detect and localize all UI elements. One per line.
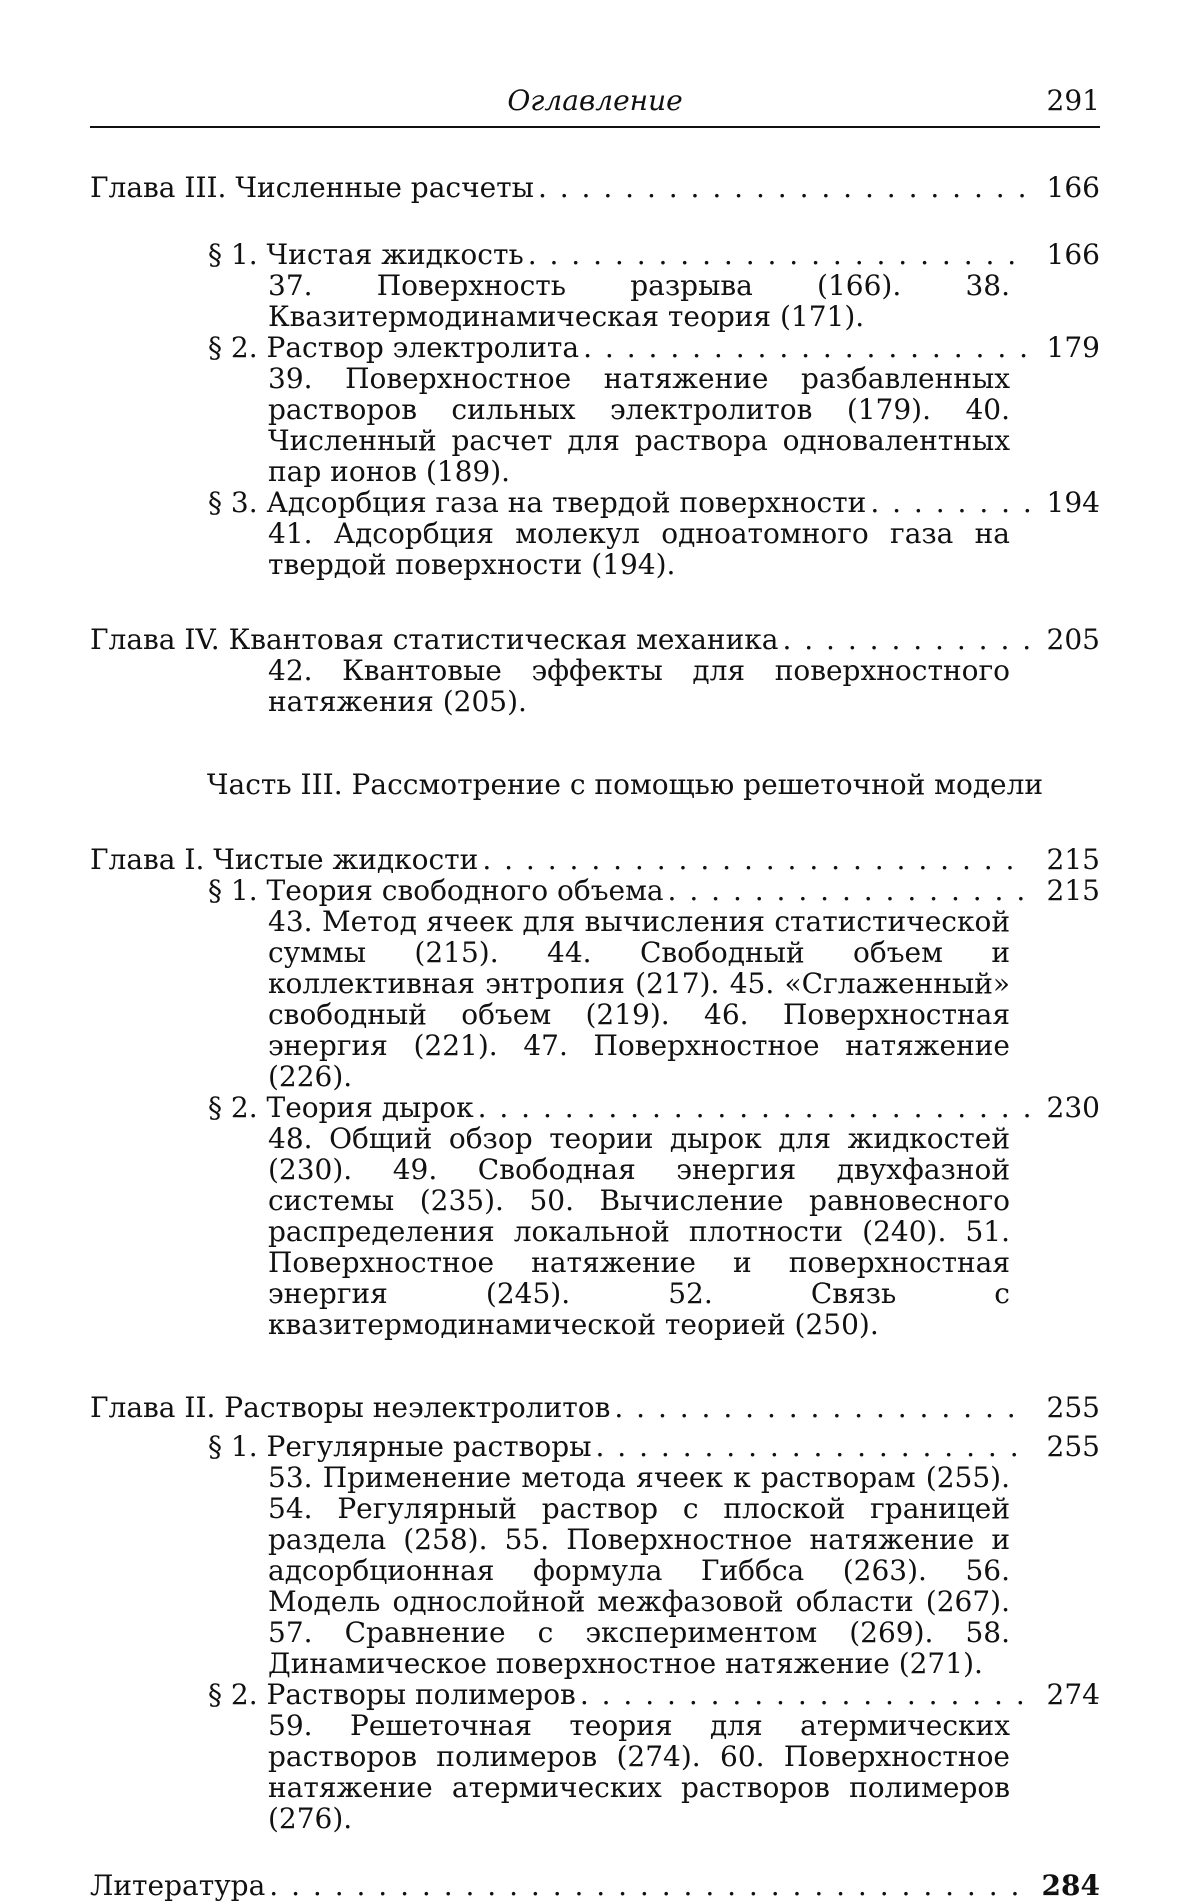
entry-page: 166 bbox=[1046, 238, 1100, 271]
subsection-list: 41. Адсорбция молекул одноатомного газа на твердой поверхности (194). bbox=[268, 517, 1010, 581]
toc-entry-literature[interactable] bbox=[90, 1870, 1100, 1901]
subsection-list: 39. Поверхностное натяжение разбавленных растворов сильных электролитов (179). 40. Численный расчет для раствора одновалентных пар ионов (189). bbox=[268, 362, 1010, 488]
dot-leader bbox=[870, 487, 1030, 518]
subsection-list: 37. Поверхность разрыва (166). 38. Квазитермодинамическая теория (171). bbox=[268, 269, 1010, 333]
toc-entry-section[interactable] bbox=[208, 875, 1100, 906]
page-number: 291 bbox=[1046, 84, 1100, 117]
entry-title: § 2. Теория дырок bbox=[208, 1091, 474, 1124]
entry-title: § 2. Раствор электролита bbox=[208, 331, 580, 364]
toc-entry-section[interactable] bbox=[208, 332, 1100, 363]
page-header bbox=[90, 84, 1100, 130]
toc-entry-section[interactable] bbox=[208, 1679, 1100, 1710]
table-of-contents bbox=[90, 172, 1100, 1901]
entry-title: Глава II. Растворы неэлектролитов bbox=[90, 1391, 611, 1424]
dot-leader bbox=[528, 239, 1030, 270]
entry-page: 215 bbox=[1046, 843, 1100, 876]
entry-title: § 1. Теория свободного объема bbox=[208, 874, 664, 907]
toc-entry-chapter[interactable] bbox=[90, 1392, 1100, 1423]
toc-entry-chapter[interactable] bbox=[90, 624, 1100, 655]
entry-title: Глава IV. Квантовая статистическая механика bbox=[90, 623, 779, 656]
toc-entry-section[interactable] bbox=[208, 1431, 1100, 1462]
entry-page: 194 bbox=[1046, 486, 1100, 519]
toc-entry-section[interactable] bbox=[208, 239, 1100, 270]
dot-leader bbox=[478, 1092, 1030, 1123]
entry-title: Литература bbox=[90, 1869, 266, 1902]
subsection-list: 59. Решеточная теория для атермических растворов полимеров (274). 60. Поверхностное натяжение атермических растворов полимеров (276). bbox=[268, 1709, 1010, 1835]
subsection-list: 48. Общий обзор теории дырок для жидкостей (230). 49. Свободная энергия двухфазной системы (235). 50. Вычисление равновесного распределения локальной плотности (240). 51. Поверхностное натяжение и поверхностная энергия (245). 52. Связь с квазитермодинамической теорией (250). bbox=[268, 1122, 1010, 1341]
subsection-list: 43. Метод ячеек для вычисления статистической суммы (215). 44. Свободный объем и коллективная энтропия (217). 45. «Сглаженный» свободный объем (219). 46. Поверхностная энергия (221). 47. Поверхностное натяжение (226). bbox=[268, 905, 1010, 1093]
dot-leader bbox=[538, 172, 1030, 203]
dot-leader bbox=[668, 875, 1030, 906]
entry-page: 255 bbox=[1046, 1430, 1100, 1463]
toc-entry-chapter[interactable] bbox=[90, 172, 1100, 203]
dot-leader bbox=[595, 1431, 1030, 1462]
entry-title: § 2. Растворы полимеров bbox=[208, 1678, 576, 1711]
dot-leader bbox=[482, 844, 1030, 875]
entry-page: 215 bbox=[1046, 874, 1100, 907]
subsection-list: 42. Квантовые эффекты для поверхностного натяжения (205). bbox=[268, 654, 1010, 718]
header-rule bbox=[90, 126, 1100, 128]
running-title: Оглавление bbox=[507, 84, 683, 117]
part-title[interactable]: Часть III. Рассмотрение с помощью решеточной модели bbox=[206, 768, 1044, 801]
entry-page: 205 bbox=[1046, 623, 1100, 656]
entry-page: 166 bbox=[1046, 171, 1100, 204]
dot-leader bbox=[782, 624, 1030, 655]
entry-title: § 3. Адсорбция газа на твердой поверхности bbox=[208, 486, 867, 519]
entry-page: 284 bbox=[1041, 1869, 1100, 1902]
dot-leader bbox=[614, 1392, 1030, 1423]
toc-entry-section[interactable] bbox=[208, 487, 1100, 518]
entry-page: 179 bbox=[1046, 331, 1100, 364]
entry-page: 255 bbox=[1046, 1391, 1100, 1424]
entry-page: 230 bbox=[1046, 1091, 1100, 1124]
dot-leader bbox=[583, 332, 1030, 363]
entry-page: 274 bbox=[1046, 1678, 1100, 1711]
entry-title: Глава III. Численные расчеты bbox=[90, 171, 534, 204]
entry-title: § 1. Регулярные растворы bbox=[208, 1430, 592, 1463]
toc-entry-chapter[interactable] bbox=[90, 844, 1100, 875]
entry-title: Глава I. Чистые жидкости bbox=[90, 843, 479, 876]
toc-entry-section[interactable] bbox=[208, 1092, 1100, 1123]
dot-leader bbox=[269, 1870, 1030, 1901]
dot-leader bbox=[580, 1679, 1030, 1710]
entry-title: § 1. Чистая жидкость bbox=[208, 238, 524, 271]
subsection-list: 53. Применение метода ячеек к растворам (255). 54. Регулярный раствор с плоской границей раздела (258). 55. Поверхностное натяжение и адсорбционная формула Гиббса (263). 56. Модель однослойной межфазовой области (267). 57. Сравнение с экспериментом (269). 58. Динамическое поверхностное натяжение (271). bbox=[268, 1461, 1010, 1680]
